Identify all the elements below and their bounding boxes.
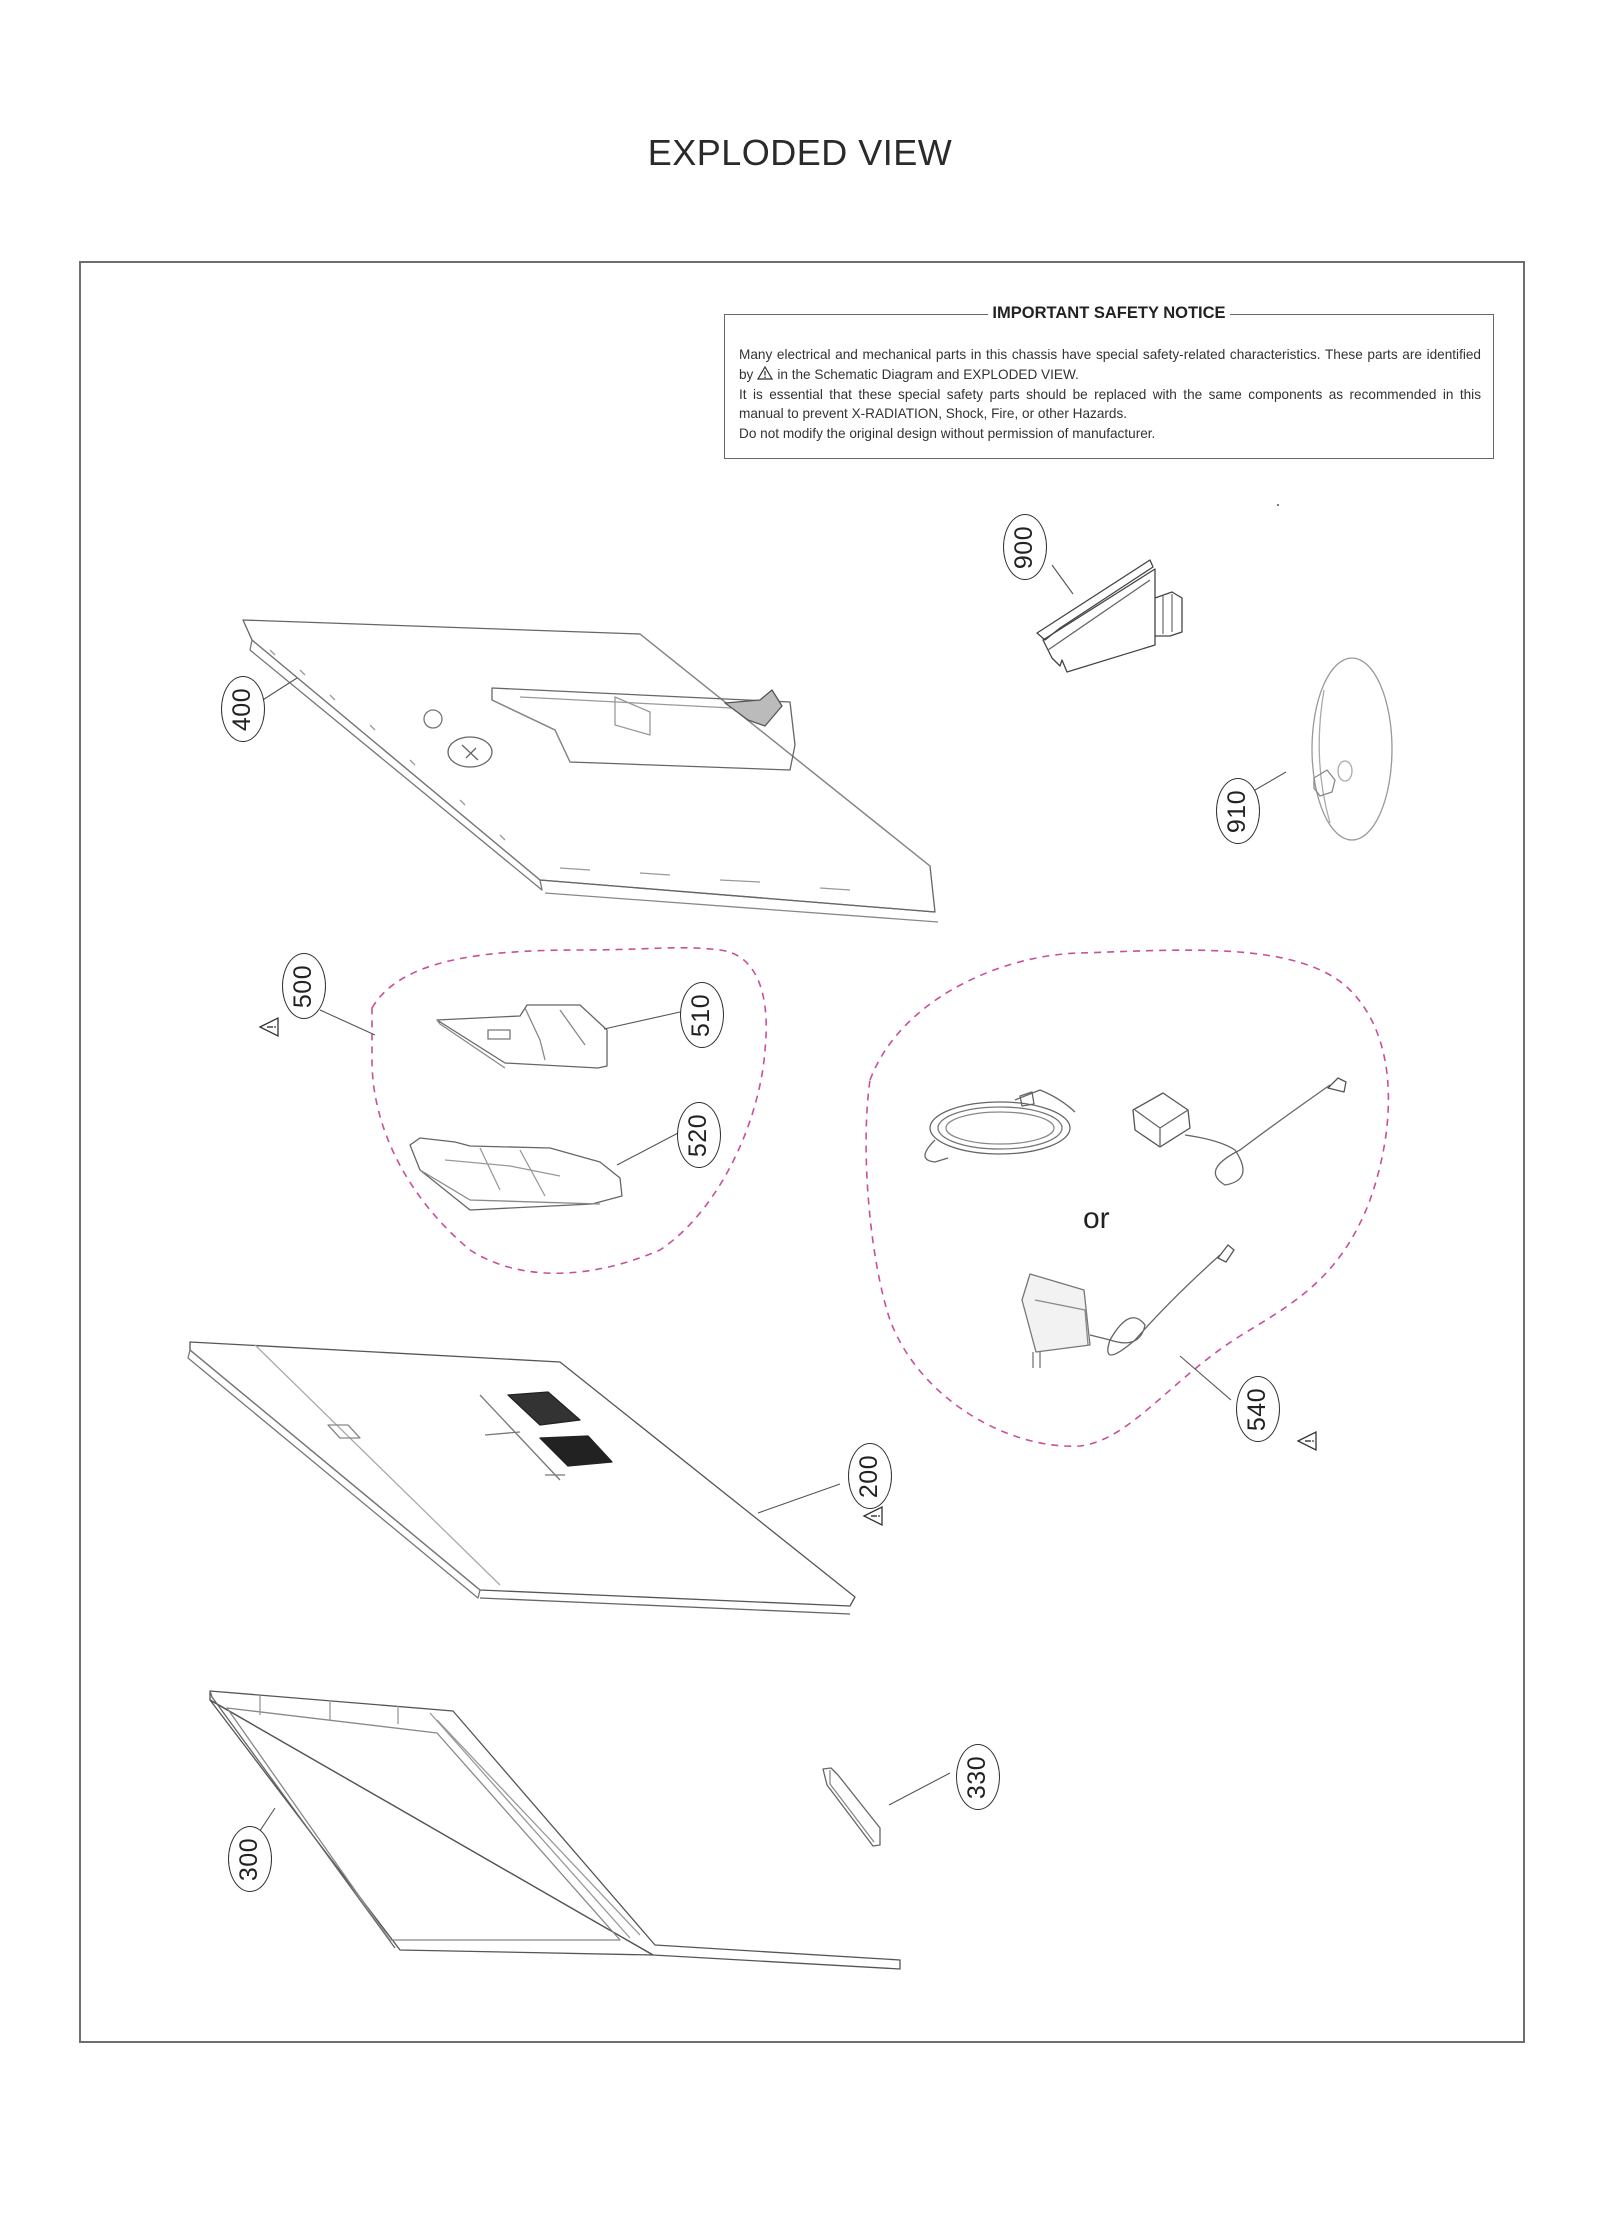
part-910-stand-base <box>1312 658 1392 840</box>
notice-line1a: Many electrical and mechanical parts in this chassis have special safety-related characteristics. These parts are identified by <box>739 347 1481 382</box>
part-300-front-cabinet <box>210 1691 900 1969</box>
alternative-label: or <box>1083 1202 1110 1235</box>
part-540-box-adapter <box>1133 1078 1346 1185</box>
callout-200: 200 <box>848 1443 892 1509</box>
notice-line1b: in the Schematic Diagram and EXPLODED VIEW. <box>777 366 1079 382</box>
part-200-lcd-panel <box>188 1342 855 1614</box>
warning-triangle-icon-200 <box>862 1505 884 1527</box>
leader-lines <box>250 565 1286 1846</box>
part-400-back-cover <box>243 620 938 922</box>
callout-540: 540 <box>1236 1376 1280 1442</box>
page-title: EXPLODED VIEW <box>647 132 953 173</box>
callout-900: 900 <box>1003 514 1047 580</box>
callout-330: 330 <box>956 1744 1000 1810</box>
warning-triangle-icon-500 <box>258 1016 280 1038</box>
warning-triangle-icon-540 <box>1296 1430 1318 1452</box>
notice-line3: Do not modify the original design without permission of manufacturer. <box>739 426 1156 442</box>
part-540-wall-adapter <box>1022 1245 1234 1368</box>
group-540-outline <box>866 950 1388 1446</box>
callout-510: 510 <box>680 982 724 1048</box>
callout-910: 910 <box>1216 778 1260 844</box>
callout-500: 500 <box>282 953 326 1019</box>
part-540-power-cord <box>925 1090 1075 1162</box>
part-520-bracket <box>410 1138 622 1210</box>
part-330-control-bar <box>823 1768 880 1846</box>
callout-400: 400 <box>221 676 265 742</box>
notice-line2: It is essential that these special safety parts should be replaced with the same components as recommended in this manual to prevent X-RADIATION, Shock, Fire, or other Hazards. <box>739 386 1481 422</box>
callout-300: 300 <box>228 1826 272 1892</box>
safety-notice-title: IMPORTANT SAFETY NOTICE <box>988 304 1229 322</box>
callout-520: 520 <box>677 1102 721 1168</box>
part-900-stand-body <box>1037 560 1182 672</box>
part-510-main-board <box>437 1005 607 1068</box>
